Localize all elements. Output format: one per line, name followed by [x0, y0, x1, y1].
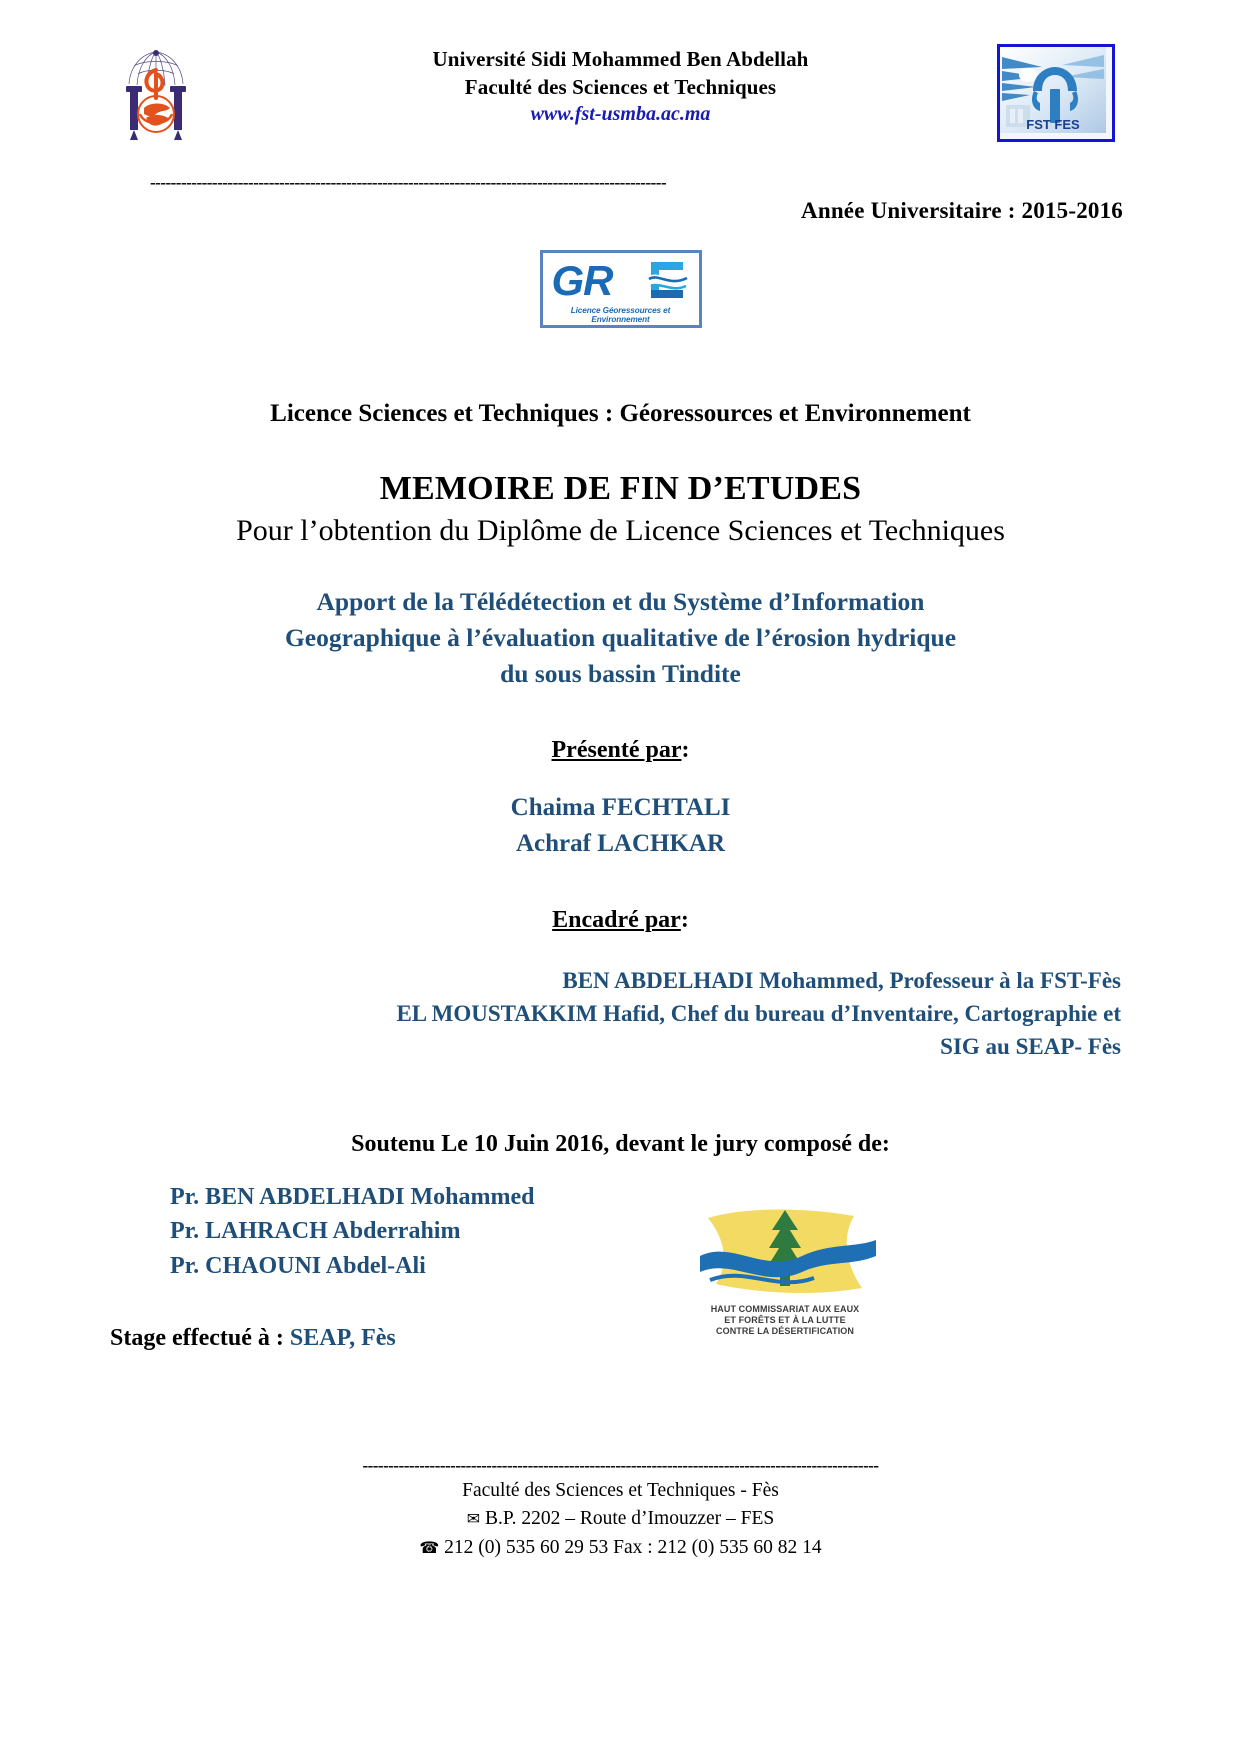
- supervisors-list: [110, 964, 1131, 1063]
- header-text-block: [110, 46, 1131, 128]
- supervised-by-label-text: Encadré par: [552, 906, 681, 933]
- jury-member: Pr. CHAOUNI Abdel-Ali: [170, 1253, 426, 1280]
- presented-by-label: [110, 737, 1131, 764]
- internship-line: [110, 1325, 396, 1352]
- hceflcd-logo: [690, 1196, 880, 1344]
- defense-statement: Soutenu Le 10 Juin 2016, devant le jury composé de:: [351, 1130, 890, 1157]
- gre-subtitle: Licence Géoressources et Environnement: [570, 306, 671, 324]
- gre-mark: GR: [551, 257, 613, 304]
- faculty-website: www.fst-usmba.ac.ma: [530, 103, 711, 126]
- jury-member: Pr. LAHRACH Abderrahim: [170, 1218, 461, 1245]
- gre-logo: [540, 250, 702, 328]
- internship-place: SEAP, Fès: [289, 1325, 396, 1351]
- supervised-by-label: [110, 907, 1131, 934]
- jury-list: [110, 1180, 1131, 1284]
- hceflcd-caption-line-2: ET FORÊTS ET À LA LUTTE: [724, 1314, 846, 1325]
- presented-by-colon: :: [681, 736, 690, 763]
- document-type-title: MEMOIRE DE FIN D’ETUDES: [379, 470, 862, 507]
- footer-faculty: Faculté des Sciences et Techniques - Fès: [462, 1479, 779, 1501]
- thesis-subject-line-2: Geographique à l’évaluation qualitative de l’érosion hydrique: [284, 623, 957, 653]
- gre-logo-wrapper: [110, 250, 1131, 328]
- hceflcd-caption: [690, 1304, 880, 1337]
- gre-accent-e-icon: [645, 260, 689, 304]
- presented-by-label-text: Présenté par: [551, 736, 682, 763]
- usmba-seal-logo: [110, 44, 202, 142]
- document-purpose: Pour l’obtention du Diplôme de Licence Sciences et Techniques: [236, 514, 1005, 547]
- fst-fes-logo: [997, 44, 1115, 142]
- hceflcd-caption-line-1: HAUT COMMISSARIAT AUX EAUX: [710, 1304, 860, 1314]
- thesis-subject-line-1: Apport de la Télédétection et du Système d’Information: [316, 587, 925, 616]
- svg-text:FST FES: FST FES: [1026, 117, 1080, 132]
- footer-address-line: [0, 1505, 1241, 1533]
- academic-year: Année Universitaire : 2015-2016: [801, 198, 1123, 223]
- footer-phone: 212 (0) 535 60 29 53 Fax : 212 (0) 535 60 82 14: [444, 1536, 822, 1558]
- internship-label: Stage effectué à :: [110, 1325, 290, 1351]
- thesis-subject-line-3: du sous bassin Tindite: [500, 659, 741, 689]
- authors-list: [110, 790, 1131, 863]
- footer-address: B.P. 2202 – Route d’Imouzzer – FES: [485, 1508, 775, 1530]
- footer-divider: ----------------------------------------------------------------------------------------------------: [362, 1455, 879, 1475]
- supervisor-entry: SIG au SEAP- Fès: [940, 1033, 1121, 1059]
- author-name: Chaima FECHTALI: [510, 793, 731, 821]
- header-divider: ----------------------------------------------------------------------------------------------------: [150, 173, 667, 192]
- hceflcd-caption-line-3: CONTRE LA DÉSERTIFICATION: [716, 1325, 854, 1336]
- fax-icon: ✉: [466, 1509, 481, 1529]
- author-name: Achraf LACHKAR: [515, 830, 725, 858]
- footer-phone-line: [0, 1534, 1241, 1562]
- faculty-name: Faculté des Sciences et Techniques: [464, 74, 777, 99]
- university-name: Université Sidi Mohammed Ben Abdellah: [432, 47, 809, 71]
- supervisor-entry: BEN ABDELHADI Mohammed, Professeur à la FST-Fès: [562, 967, 1121, 993]
- jury-member: Pr. BEN ABDELHADI Mohammed: [170, 1183, 535, 1210]
- page-footer: [0, 1455, 1241, 1562]
- programme-title: Licence Sciences et Techniques : Géoressources et Environnement: [270, 400, 971, 427]
- thesis-subject: [110, 584, 1131, 693]
- hceflcd-logo-art: [690, 1196, 880, 1306]
- supervisor-entry: EL MOUSTAKKIM Hafid, Chef du bureau d’Inventaire, Cartographie et: [396, 1000, 1121, 1026]
- supervised-by-colon: :: [680, 906, 689, 933]
- page-header: [110, 0, 1131, 166]
- phone-icon: ☎: [419, 1537, 440, 1557]
